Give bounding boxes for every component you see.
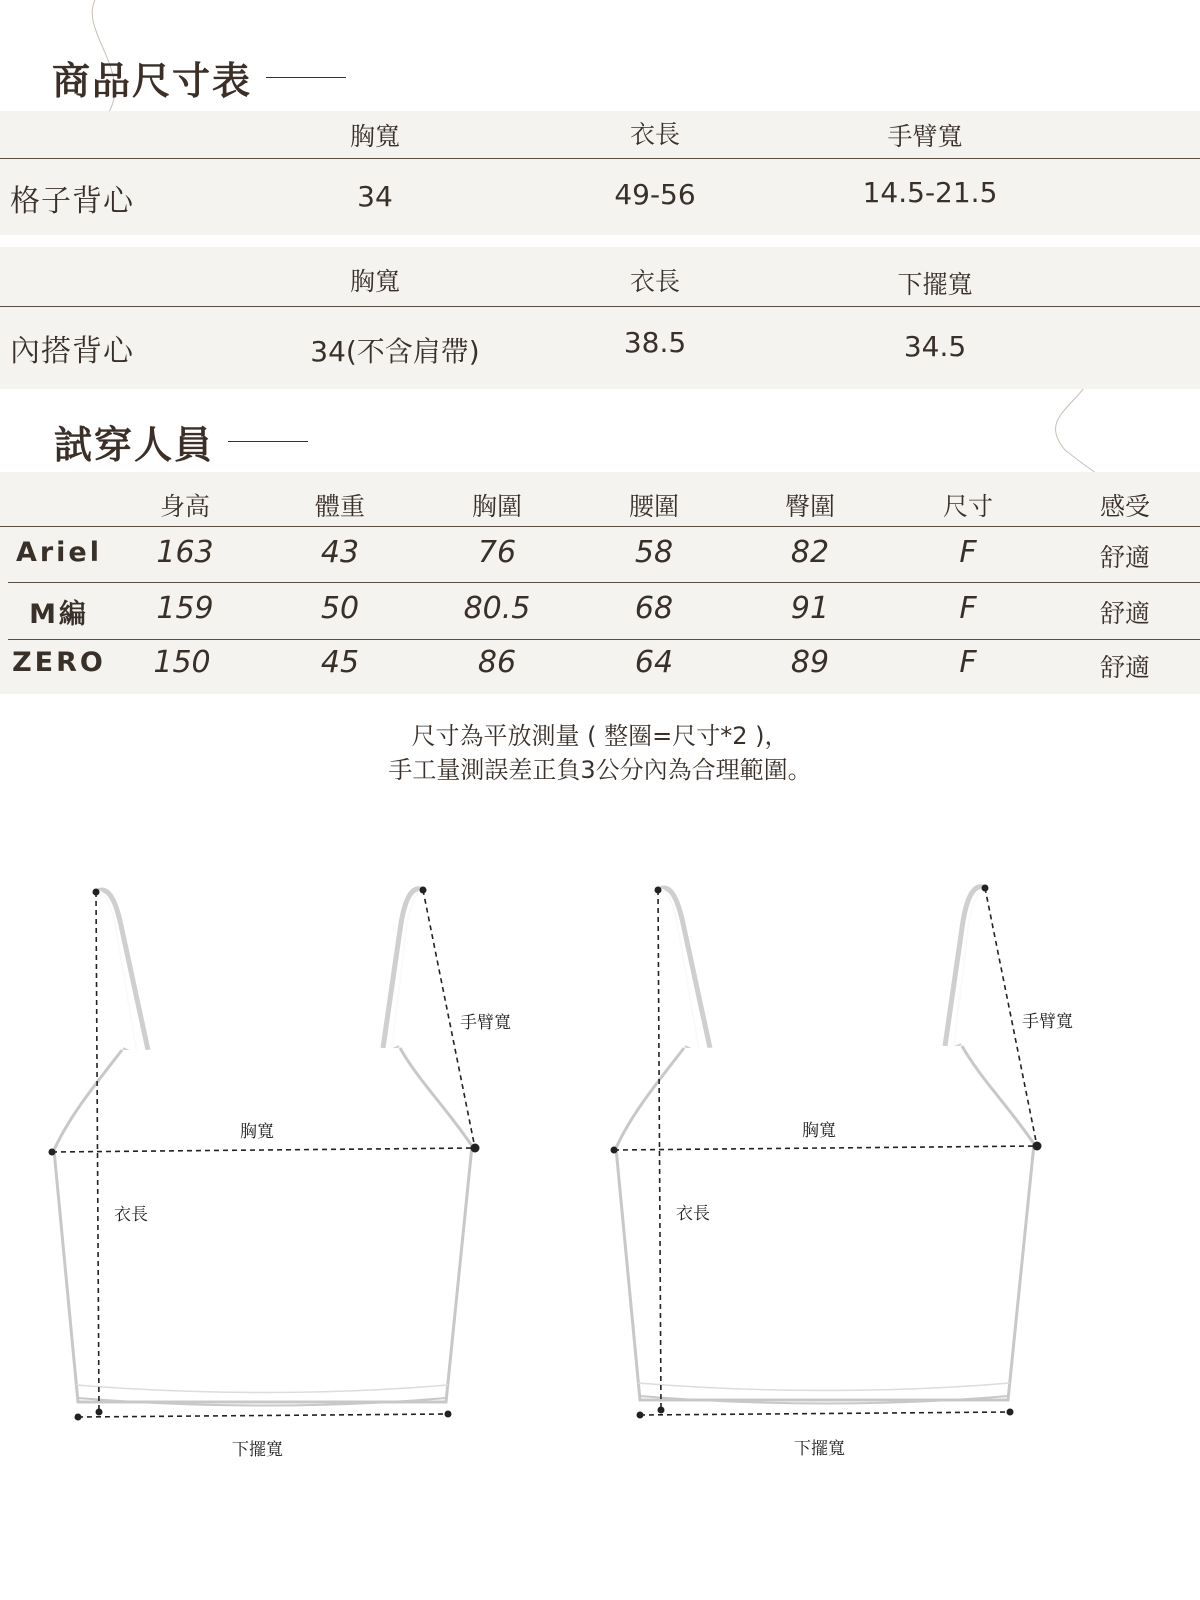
fitting-header: 體重: [314, 492, 365, 521]
fitting-header: 胸圍: [471, 492, 522, 521]
fitting-cell: F: [959, 535, 977, 570]
fitting-title: 試穿人員: [54, 414, 308, 469]
fitting-cell: 86: [477, 645, 517, 680]
fitting-cell: F: [959, 645, 977, 680]
diagram-1-hem-width-label: 下擺寬: [232, 1440, 283, 1460]
fitting-header: 臀圍: [784, 492, 835, 521]
fitting-cell: 89: [790, 645, 830, 680]
size-table-2-value: 34.5: [903, 330, 967, 363]
fitting-row-name: M編: [29, 599, 89, 630]
fitting-cell: 64: [634, 645, 674, 680]
diagram-2-hem-width-label: 下擺寬: [794, 1439, 845, 1459]
fitting-cell: 舒適: [1099, 653, 1150, 682]
fitting-header: 感受: [1099, 492, 1150, 521]
size-table-2-value: 34(不含肩帶): [310, 335, 480, 368]
fitting-cell: 50: [320, 591, 360, 626]
size-table-1-header: 衣長: [629, 120, 680, 149]
size-table-1-header: 胸寬: [349, 122, 400, 151]
fitting-row-name: Ariel: [15, 537, 103, 568]
diagram-2-length-label: 衣長: [676, 1204, 710, 1224]
fitting-header: 尺寸: [942, 492, 993, 521]
diagram-1-arm-width-label: 手臂寬: [460, 1013, 511, 1033]
fitting-cell: 159: [156, 591, 214, 626]
measurement-note-line1: 尺寸為平放測量 ( 整圈=尺寸*2 )，: [411, 722, 789, 750]
fitting-cell: 150: [153, 645, 211, 680]
fitting-cell: 舒適: [1099, 599, 1150, 628]
fitting-cell: 76: [477, 535, 517, 570]
diagram-1-chest-width-label: 胸寬: [240, 1122, 274, 1142]
fitting-cell: 45: [320, 645, 360, 680]
size-table-2-row-label: 內搭背心: [10, 334, 134, 369]
fitting-cell: 91: [790, 591, 830, 626]
size-table-1-value: 49-56: [614, 178, 696, 211]
fitting-header: 腰圍: [628, 492, 679, 521]
fitting-row-name: ZERO: [12, 647, 106, 678]
fitting-cell: 舒適: [1099, 543, 1150, 572]
size-chart-title: 商品尺寸表: [52, 50, 346, 105]
diagram-2-chest-width-label: 胸寬: [802, 1121, 836, 1141]
fitting-cell: 43: [320, 535, 360, 570]
size-table-2-header: 下擺寬: [897, 270, 973, 299]
size-table-2-header: 胸寬: [349, 267, 400, 296]
fitting-cell: 163: [156, 535, 214, 570]
fitting-cell: 80.5: [463, 591, 531, 626]
size-table-1-value: 14.5-21.5: [862, 176, 998, 209]
size-table-1-value: 34: [357, 180, 393, 213]
size-table-1-row-label: 格子背心: [10, 184, 134, 219]
fitting-cell: 68: [634, 591, 674, 626]
fitting-cell: 82: [790, 535, 830, 570]
diagram-1-length-label: 衣長: [114, 1205, 148, 1225]
fitting-cell: F: [959, 591, 977, 626]
size-table-2-value: 38.5: [623, 326, 687, 359]
diagram-2-arm-width-label: 手臂寬: [1022, 1012, 1073, 1032]
fitting-header: 身高: [159, 492, 210, 521]
fitting-cell: 58: [634, 535, 674, 570]
measurement-note-line2: 手工量測誤差正負3公分內為合理範圍。: [388, 756, 812, 784]
size-table-1-header: 手臂寬: [887, 122, 963, 151]
size-table-2-header: 衣長: [629, 267, 680, 296]
